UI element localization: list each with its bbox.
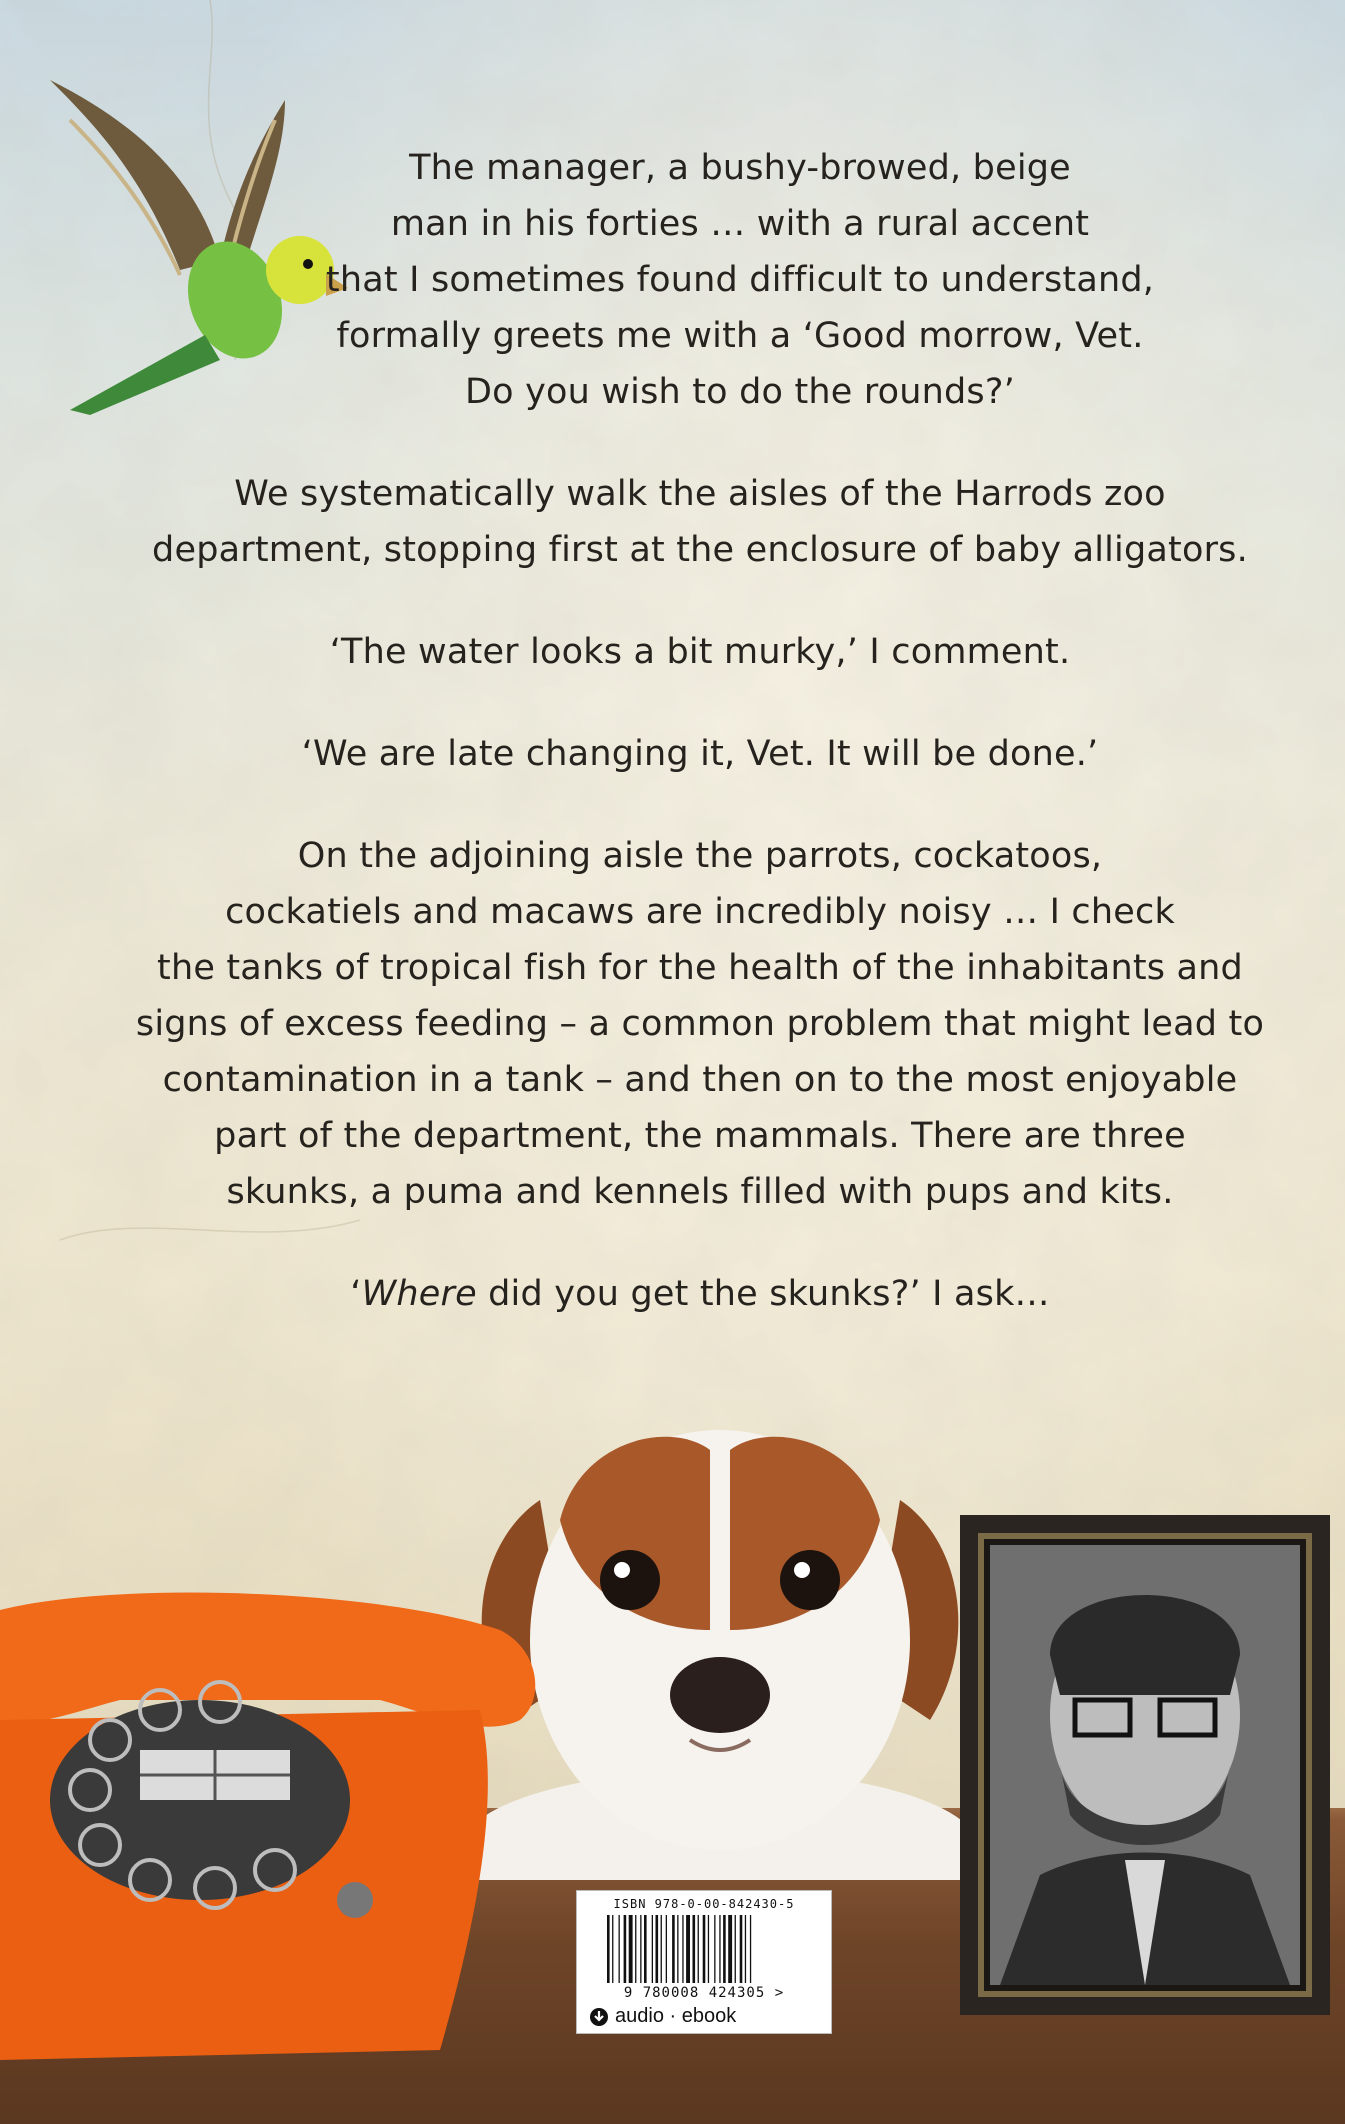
barcode-bar: [698, 1915, 699, 1983]
blurb-line: [120, 1266, 1280, 1322]
barcode-bar: [644, 1915, 647, 1983]
barcode-bar: [666, 1915, 667, 1983]
barcode-bar: [740, 1915, 743, 1983]
barcode-bar: [714, 1915, 715, 1983]
isbn-digits: 9 780008 424305 >: [623, 1985, 785, 2001]
blurb-line: ‘The water looks a bit murky,’ I comment.: [329, 632, 1071, 672]
blurb-line: man in his forties … with a rural accent: [390, 204, 1090, 244]
orange-telephone: [0, 1590, 560, 2090]
download-arrow-icon: [589, 2007, 609, 2027]
barcode-bar: [607, 1915, 610, 1983]
barcode-bar: [661, 1915, 662, 1983]
barcode-bar: [750, 1915, 751, 1983]
blurb-line: We systematically walk the aisles of the Harrods zoo: [234, 474, 1166, 514]
blurb-paragraph-4: [120, 726, 1280, 782]
barcode-bar: [693, 1915, 696, 1983]
barcode-bar: [652, 1915, 653, 1983]
barcode-bar: [677, 1915, 678, 1983]
blurb-line: cockatiels and macaws are incredibly noisy … I check: [225, 892, 1175, 932]
blurb-text: [120, 140, 1280, 1368]
blurb-line: Do you wish to do the rounds?’: [465, 372, 1015, 412]
barcode-bar: [686, 1915, 690, 1983]
format-line: [589, 2005, 736, 2028]
blurb-line: contamination in a tank – and then on to the most enjoyable: [162, 1060, 1238, 1100]
framed-portrait: [960, 1515, 1330, 2015]
blurb-paragraph-5: [120, 828, 1280, 1220]
barcode-bar: [735, 1915, 736, 1983]
barcode-bars: [607, 1915, 801, 1983]
emphasis-word: Where: [361, 1274, 477, 1314]
barcode-bar: [635, 1915, 636, 1983]
barcode-box: [576, 1890, 832, 2034]
barcode-bar: [624, 1915, 627, 1983]
barcode-bar: [708, 1915, 709, 1983]
barcode-bar: [656, 1915, 659, 1983]
blurb-line: signs of excess feeding – a common problem that might lead to: [135, 1004, 1265, 1044]
blurb-paragraph-6: [120, 1266, 1280, 1322]
blurb-line: that I sometimes found difficult to understand,: [325, 260, 1155, 300]
open-quote: ‘: [350, 1274, 362, 1314]
barcode-bar: [703, 1915, 706, 1983]
blurb-line: the tanks of tropical fish for the health of the inhabitants and: [157, 948, 1243, 988]
blurb-line: On the adjoining aisle the parrots, cockatoos,: [297, 836, 1103, 876]
blurb-line: ‘We are late changing it, Vet. It will be done.’: [301, 734, 1099, 774]
barcode-bar: [719, 1915, 720, 1983]
isbn-label: ISBN 978-0-00-842430-5: [613, 1897, 795, 1911]
barcode-bar: [723, 1915, 726, 1983]
barcode-bar: [682, 1915, 683, 1983]
barcode-bar: [672, 1915, 675, 1983]
barcode-bar: [640, 1915, 641, 1983]
barcode-bar: [745, 1915, 746, 1983]
blurb-line: The manager, a bushy-browed, beige: [409, 148, 1071, 188]
quote-rest: did you get the skunks?’ I ask…: [476, 1274, 1050, 1314]
formats-text: audio · ebook: [615, 2005, 737, 2027]
blurb-paragraph-1: [120, 140, 1280, 420]
blurb-paragraph-3: [120, 624, 1280, 680]
blurb-line: part of the department, the mammals. There are three: [214, 1116, 1186, 1156]
barcode-bar: [619, 1915, 620, 1983]
blurb-line: department, stopping first at the enclosure of baby alligators.: [152, 530, 1248, 570]
blurb-line: formally greets me with a ‘Good morrow, Vet.: [336, 316, 1144, 356]
barcode-bar: [612, 1915, 613, 1983]
blurb-paragraph-2: [120, 466, 1280, 578]
barcode-bar: [629, 1915, 633, 1983]
barcode-bar: [728, 1915, 732, 1983]
blurb-line: skunks, a puma and kennels filled with pups and kits.: [226, 1172, 1174, 1212]
